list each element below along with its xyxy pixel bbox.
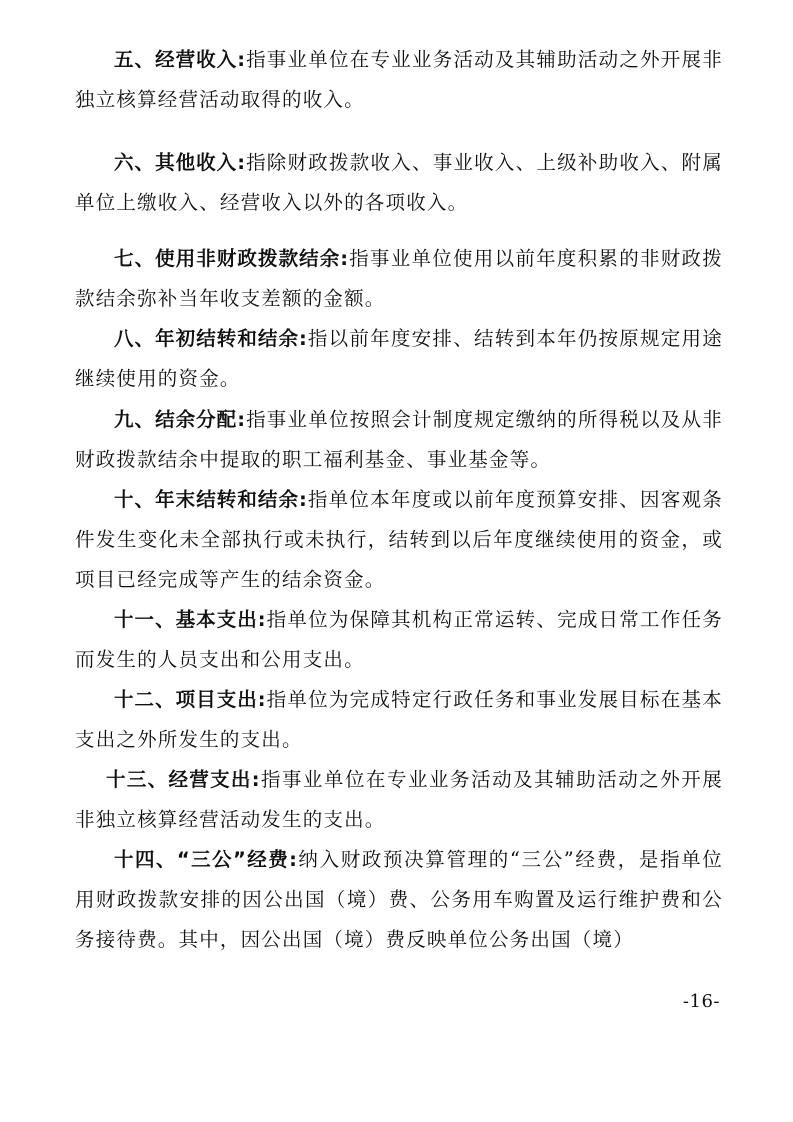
paragraph-business-income (75, 40, 723, 120)
term-basic-expenditure: 十一、基本支出: (114, 608, 267, 631)
term-non-fiscal-balance-use: 七、使用非财政拨款结余: (114, 247, 350, 270)
definition-business-income: 指事业单位在专业业务活动及其辅助活动之外开展非独立核算经营活动取得的收入。 (75, 48, 723, 111)
term-surplus-distribution: 九、结余分配: (114, 408, 247, 431)
paragraph-three-public-expenses (75, 840, 723, 960)
definition-basic-expenditure: 指单位为保障其机构正常运转、完成日常工作任务而发生的人员支出和公用支出。 (75, 608, 723, 671)
definition-business-expenditure: 指事业单位在专业业务活动及其辅助活动之外开展非独立核算经营活动发生的支出。 (75, 768, 723, 831)
term-business-income: 五、经营收入: (114, 48, 247, 71)
paragraph-non-fiscal-balance-use (75, 239, 723, 319)
term-opening-carryover: 八、年初结转和结余: (114, 327, 308, 350)
definition-non-fiscal-balance-use: 指事业单位使用以前年度积累的非财政拨款结余弥补当年收支差额的金额。 (75, 247, 723, 310)
paragraph-project-expenditure (75, 680, 723, 760)
paragraph-other-income (75, 143, 723, 223)
paragraph-surplus-distribution (75, 400, 723, 480)
definition-three-public-expenses: 纳入财政预决算管理的“三公”经费，是指单位用财政拨款安排的因公出国（境）费、公务用车购置及运行维护费和公务接待费。其中，因公出国（境）费反映单位公务出国（境） (75, 848, 724, 951)
paragraph-business-expenditure (75, 760, 723, 840)
term-business-expenditure: 十三、经营支出: (106, 768, 261, 791)
term-closing-carryover: 十、年末结转和结余: (114, 488, 308, 511)
page-number: -16- (682, 991, 720, 1012)
paragraph-basic-expenditure (75, 600, 723, 680)
term-project-expenditure: 十二、项目支出: (114, 688, 267, 711)
term-other-income: 六、其他收入: (114, 151, 247, 174)
definition-opening-carryover: 指以前年度安排、结转到本年仍按原规定用途继续使用的资金。 (75, 327, 723, 390)
paragraph-closing-carryover (75, 480, 723, 600)
definition-surplus-distribution: 指事业单位按照会计制度规定缴纳的所得税以及从非财政拨款结余中提取的职工福利基金、事业基金等。 (75, 408, 723, 471)
definition-other-income: 指除财政拨款收入、事业收入、上级补助收入、附属单位上缴收入、经营收入以外的各项收入。 (75, 151, 723, 214)
definition-closing-carryover: 指单位本年度或以前年度预算安排、因客观条件发生变化未全部执行或未执行，结转到以后年度继续使用的资金，或项目已经完成等产生的结余资金。 (75, 488, 723, 591)
definition-project-expenditure: 指单位为完成特定行政任务和事业发展目标在基本支出之外所发生的支出。 (75, 688, 723, 751)
paragraph-opening-carryover (75, 319, 723, 399)
term-three-public-expenses: 十四、“三公”经费: (114, 848, 298, 871)
